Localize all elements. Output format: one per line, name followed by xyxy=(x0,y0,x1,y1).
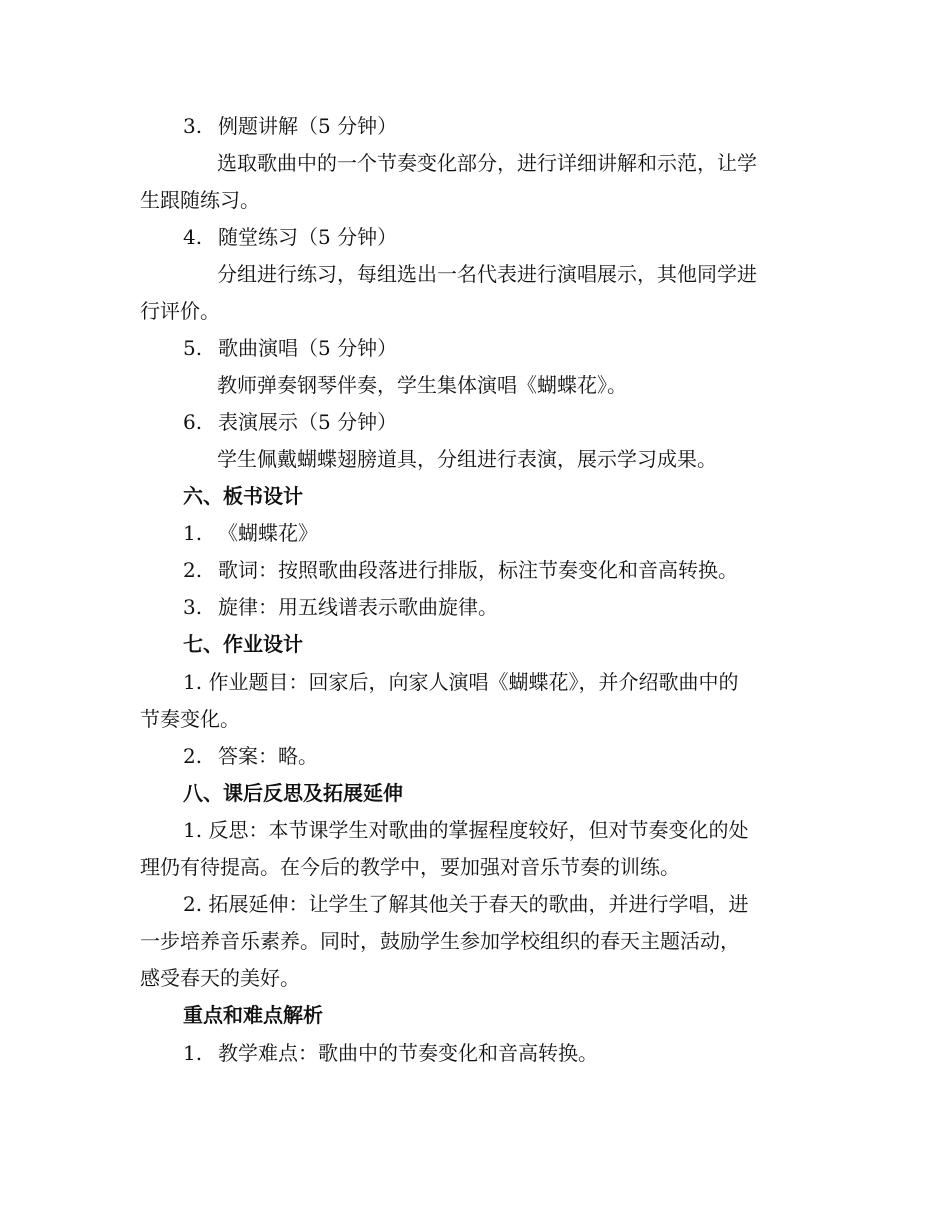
paragraph-line: 生跟随练习。 xyxy=(140,188,260,212)
item-text: 答案：略。 xyxy=(218,744,318,768)
list-item xyxy=(183,1039,598,1067)
list-item xyxy=(183,742,318,770)
item-number: 2. xyxy=(183,744,203,768)
paragraph-line: 感受春天的美好。 xyxy=(140,966,300,990)
paragraph-line: 节奏变化。 xyxy=(140,707,240,731)
paragraph-line: 2. 拓展延伸：让学生了解其他关于春天的歌曲，并进行学唱，进 xyxy=(183,892,749,916)
list-item xyxy=(183,112,397,140)
item-text: 《蝴蝶花》 xyxy=(218,521,318,545)
list-item xyxy=(183,223,397,251)
section-heading: 七、作业设计 xyxy=(183,632,303,656)
item-number: 1. xyxy=(183,521,203,545)
item-number: 3. xyxy=(183,114,203,138)
paragraph-line: 一步培养音乐素养。同时，鼓励学生参加学校组织的春天主题活动， xyxy=(140,929,740,953)
paragraph-line: 教师弹奏钢琴伴奏，学生集体演唱《蝴蝶花》。 xyxy=(217,373,627,397)
paragraph-line: 理仍有待提高。在今后的教学中，要加强对音乐节奏的训练。 xyxy=(140,855,680,879)
item-title: 歌曲演唱（5 分钟） xyxy=(218,336,398,360)
list-item xyxy=(183,334,397,362)
section-heading: 八、课后反思及拓展延伸 xyxy=(183,781,403,805)
paragraph-line: 分组进行练习，每组选出一名代表进行演唱展示，其他同学进 xyxy=(217,262,757,286)
paragraph-line: 学生佩戴蝴蝶翅膀道具，分组进行表演，展示学习成果。 xyxy=(217,447,717,471)
item-number: 1. xyxy=(183,1041,203,1065)
paragraph-line: 1. 作业题目：回家后，向家人演唱《蝴蝶花》，并介绍歌曲中的 xyxy=(183,670,739,694)
paragraph-line: 选取歌曲中的一个节奏变化部分，进行详细讲解和示范，让学 xyxy=(217,151,757,175)
item-text: 旋律：用五线谱表示歌曲旋律。 xyxy=(218,595,498,619)
item-number: 4. xyxy=(183,225,203,249)
list-item xyxy=(183,593,498,621)
item-title: 表演展示（5 分钟） xyxy=(218,410,398,434)
list-item xyxy=(183,408,397,436)
item-number: 5. xyxy=(183,336,203,360)
section-heading: 重点和难点解析 xyxy=(183,1003,323,1027)
item-title: 随堂练习（5 分钟） xyxy=(218,225,398,249)
list-item xyxy=(183,519,318,547)
item-text: 歌词：按照歌曲段落进行排版，标注节奏变化和音高转换。 xyxy=(218,558,738,582)
list-item xyxy=(183,556,738,584)
item-number: 6. xyxy=(183,410,203,434)
paragraph-line: 行评价。 xyxy=(140,299,220,323)
paragraph-line: 1. 反思：本节课学生对歌曲的掌握程度较好，但对节奏变化的处 xyxy=(183,818,749,842)
item-number: 3. xyxy=(183,595,203,619)
item-title: 例题讲解（5 分钟） xyxy=(218,114,398,138)
section-heading: 六、板书设计 xyxy=(183,484,303,508)
item-text: 教学难点：歌曲中的节奏变化和音高转换。 xyxy=(218,1041,598,1065)
item-number: 2. xyxy=(183,558,203,582)
